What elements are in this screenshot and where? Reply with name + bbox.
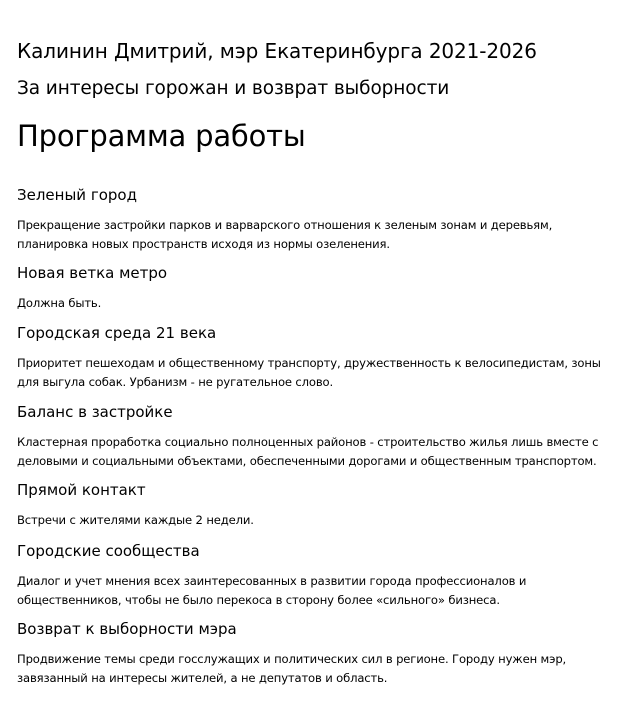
section-mayor-elections [17,620,613,688]
section-heading: Городские сообщества [17,542,200,560]
section-text: Прекращение застройки парков и варварского отношения к зеленым зонам и деревьям, планировка новых пространств исходя из нормы озеленения. [17,218,553,251]
program-title: Программа работы [17,119,306,153]
section-urban-environment [17,324,613,392]
section-heading: Баланс в застройке [17,403,173,421]
section-heading: Зеленый город [17,186,137,204]
section-development-balance [17,403,613,471]
section-text: Должна быть. [17,296,102,310]
section-text: Приоритет пешеходам и общественному транспорту, дружественность к велосипедистам, зоны для выгула собак. Урбанизм - не ругательное слово. [17,356,601,389]
section-text: Продвижение темы среди госслужащих и политических сил в регионе. Городу нужен мэр, завязанный на интересы жителей, а не депутатов и область. [17,652,567,685]
section-heading: Возврат к выборности мэра [17,620,237,638]
section-heading: Новая ветка метро [17,264,168,282]
section-new-metro-line [17,264,613,313]
section-text: Кластерная проработка социально полноценных районов - строительство жилья лишь вместе с деловыми и социальными объектами, обеспеченными дорогами и общественным транспортом. [17,435,599,468]
document-title: Калинин Дмитрий, мэр Екатеринбурга 2021-2026 [17,39,537,63]
section-heading: Городская среда 21 века [17,324,217,342]
section-city-communities [17,542,613,610]
section-heading: Прямой контакт [17,481,146,499]
section-direct-contact [17,481,613,530]
section-text: Диалог и учет мнения всех заинтересованных в развитии города профессионалов и общественников, чтобы не было перекоса в сторону более «сильного» бизнеса. [17,574,527,607]
section-text: Встречи с жителями каждые 2 недели. [17,513,254,527]
section-green-city [17,186,613,254]
document-subtitle: За интересы горожан и возврат выборности [17,78,450,99]
